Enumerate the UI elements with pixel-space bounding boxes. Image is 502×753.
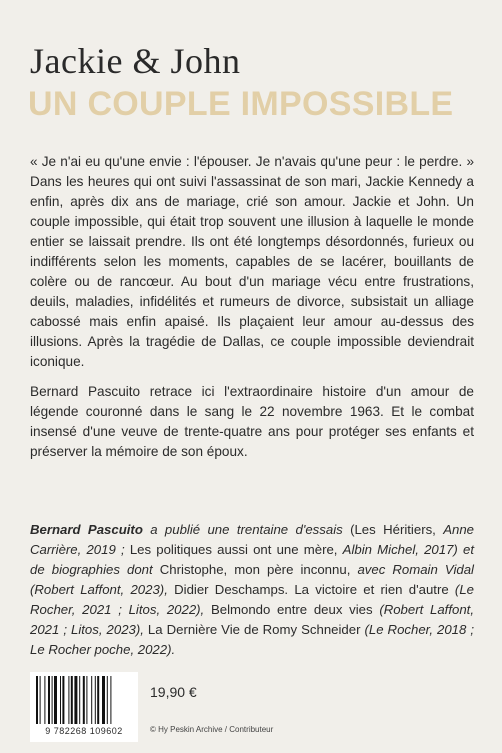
bio-text: Les politiques aussi ont une mère, bbox=[129, 542, 343, 557]
bio-text: (Les Héritiers, bbox=[342, 522, 444, 537]
bio-text: (Le Rocher, 2021 ; Litos, 2022), bbox=[30, 582, 474, 617]
bio-text: Christophe, mon père inconnu, bbox=[159, 562, 358, 577]
bio-text: La Dernière Vie de Romy Schneider bbox=[147, 622, 365, 637]
bio-text: a publié une trentaine d'essais bbox=[142, 522, 343, 537]
bio-text: avec Romain Vidal (Robert Laffont, 2023), bbox=[30, 562, 474, 597]
barcode-bars bbox=[36, 676, 132, 726]
isbn-barcode bbox=[30, 672, 138, 742]
photo-credit: © Hy Peskin Archive / Contributeur bbox=[150, 725, 274, 734]
bio-text: Albin Michel, 2017) et de biographies dont bbox=[30, 542, 474, 577]
blurb-paragraph-2: Bernard Pascuito retrace ici l'extraordinaire histoire d'un amour de légende couronné dans le sang le 22 novembre 1963. Et le combat insensé d'une veuve de trente-quatre ans pour protéger ses enfants et préserver la mémoire de son époux. bbox=[30, 384, 474, 459]
book-title: Jackie & John bbox=[30, 41, 241, 81]
bio-text: (Le Rocher, 2018 ; Le Rocher poche, 2022). bbox=[30, 622, 474, 657]
book-subtitle: UN COUPLE IMPOSSIBLE bbox=[28, 85, 454, 123]
author-bio bbox=[30, 520, 474, 660]
bio-text: (Robert Laffont, 2021 ; Litos, 2023), bbox=[30, 602, 474, 637]
author-name: Bernard Pascuito bbox=[30, 522, 143, 537]
price: 19,90 € bbox=[150, 684, 197, 700]
isbn-digits: 9 782268 109602 bbox=[45, 726, 123, 736]
bio-text: Anne Carrière, 2019 ; bbox=[30, 522, 475, 557]
bio-text: Belmondo entre deux vies bbox=[210, 602, 380, 617]
bio-text: Didier Deschamps. La victoire et rien d'autre bbox=[174, 582, 455, 597]
blurb bbox=[30, 152, 474, 472]
blurb-paragraph-1: « Je n'ai eu qu'une envie : l'épouser. Je n'avais qu'une peur : le perdre. » Dans les heures qui ont suivi l'assassinat de son mari, Jackie Kennedy a enfin, après dix ans de mariage, crié son amour. Jackie et John. Un couple impossible, qui était trop souvent une illusion à laquelle le monde entier se laissait prendre. Ils ont été longtemps désordonnés, furieux ou indifférents selon les moments, capables de se lacérer, bouillants de colère ou de rancœur. Au bout d'un mariage vécu entre frustrations, deuils, maladies, infidélités et rumeurs de divorce, subsistait un alliage cabossé mais enfin apaisé. Ils plaçaient leur amour au-dessus des illusions. Après la tragédie de Dallas, ce couple impossible deviendrait iconique. bbox=[30, 154, 474, 369]
